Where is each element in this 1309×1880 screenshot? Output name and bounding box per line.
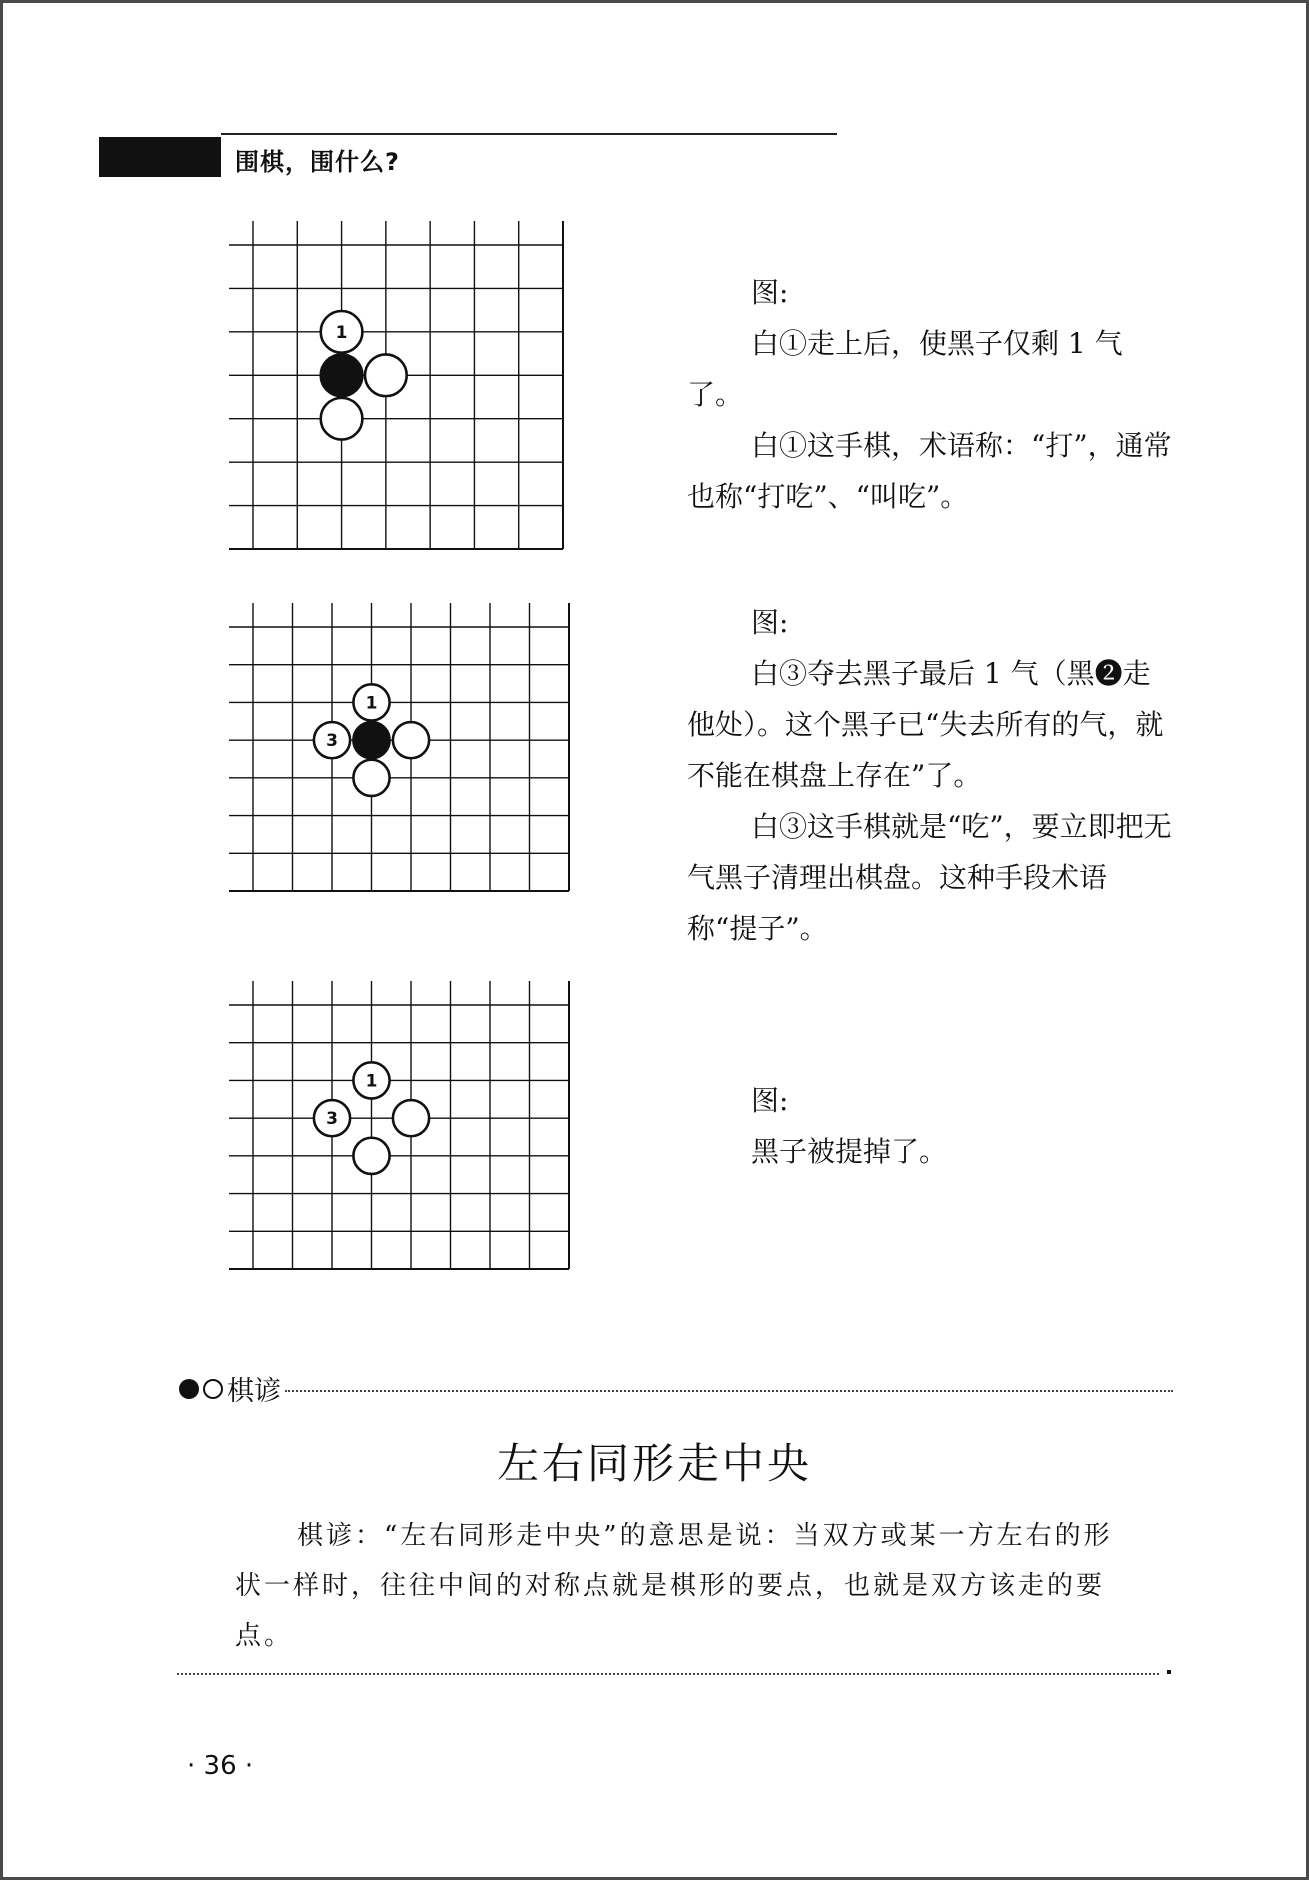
- figure-paragraph: 白①走上后，使黑子仅剩 1 气了。: [687, 327, 1123, 411]
- black-stone-icon: [179, 1379, 199, 1399]
- white-stone-1: [321, 311, 363, 353]
- figure-label: 图:: [751, 276, 789, 309]
- white-stone: [365, 354, 407, 396]
- running-header-title: 围棋，围什么?: [235, 148, 400, 176]
- white-stone: [393, 722, 429, 758]
- go-diagram-3: [229, 981, 569, 1269]
- proverb-body: [235, 1511, 1115, 1661]
- stone-move-number: 3: [326, 731, 338, 752]
- stone-move-number: 3: [326, 1109, 338, 1130]
- figure-paragraph: 白①这手棋，术语称：“打”，通常也称“打吃”、“叫吃”。: [687, 429, 1172, 513]
- white-stone: [353, 1138, 389, 1174]
- stone-move-number: 1: [365, 693, 378, 714]
- proverb-section-label: 棋谚: [227, 1376, 281, 1407]
- figure-paragraph: 白③夺去黑子最后 1 气（黑❷走他处）。这个黑子已“失去所有的气，就不能在棋盘上存在”了。: [687, 657, 1164, 792]
- proverb-section-header: [179, 1369, 1173, 1408]
- white-stone: [353, 760, 389, 796]
- proverb-section-footer: [177, 1669, 1171, 1675]
- figure-1-caption: [687, 267, 1173, 522]
- white-stone-1: [353, 684, 389, 720]
- go-board-svg: [229, 603, 569, 891]
- stone-move-number: 1: [335, 322, 348, 343]
- black-stone: [321, 354, 363, 396]
- figure-2-caption: [687, 597, 1173, 954]
- white-stone-1: [353, 1062, 389, 1098]
- book-page: [3, 3, 1306, 1877]
- white-stone: [321, 398, 363, 440]
- go-diagram-2: [229, 603, 569, 891]
- figure-label: 图:: [751, 606, 789, 639]
- header-rule: [221, 133, 837, 135]
- header-black-block: [99, 137, 221, 177]
- go-diagram-1: [229, 221, 563, 549]
- figure-label: 图:: [751, 1084, 789, 1117]
- dotted-divider: [177, 1673, 1159, 1675]
- proverb-title: 左右同形走中央: [496, 1439, 812, 1488]
- white-stone-3: [314, 1100, 350, 1136]
- figure-paragraph: 白③这手棋就是“吃”，要立即把无气黑子清理出棋盘。这种手段术语称“提子”。: [687, 810, 1172, 945]
- figure-3-caption: [687, 1075, 1173, 1177]
- go-board-svg: [229, 981, 569, 1269]
- white-stone-icon: [203, 1379, 223, 1399]
- white-stone-icon: [1167, 1670, 1171, 1674]
- dotted-divider: [285, 1390, 1173, 1392]
- black-stone: [353, 722, 389, 758]
- go-board-svg: [229, 221, 563, 549]
- page-number: · 36 ·: [187, 1751, 254, 1781]
- stone-move-number: 1: [365, 1071, 378, 1092]
- figure-paragraph: 黑子被提掉了。: [751, 1135, 948, 1168]
- proverb-paragraph: 棋谚：“左右同形走中央”的意思是说：当双方或某一方左右的形状一样时，往往中间的对称点就是棋形的要点，也就是双方该走的要点。: [235, 1521, 1113, 1651]
- white-stone-3: [314, 722, 350, 758]
- white-stone: [393, 1100, 429, 1136]
